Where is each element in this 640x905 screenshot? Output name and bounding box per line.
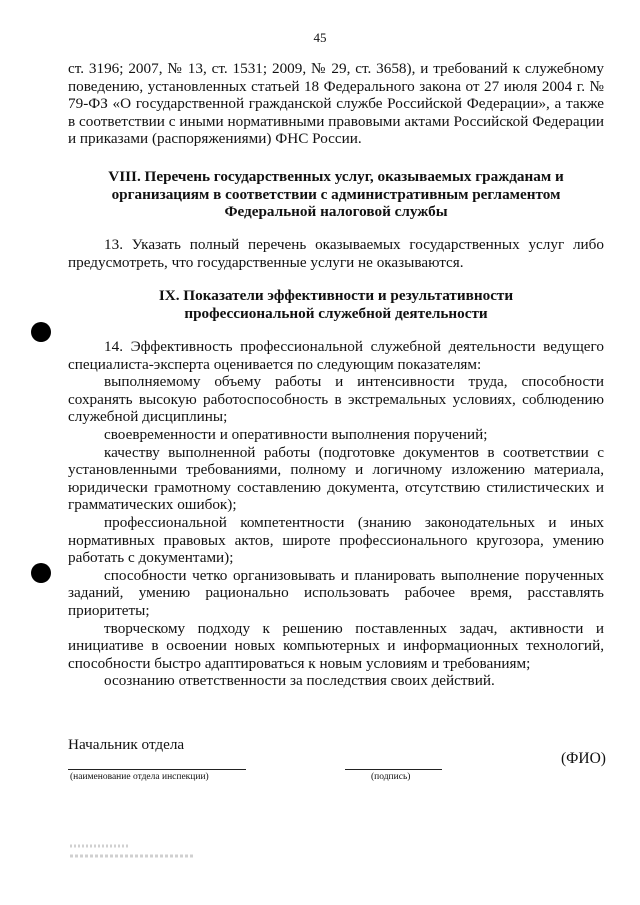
section-8-heading: [68, 168, 604, 221]
section-8-heading-line: Федеральной налоговой службы: [224, 203, 448, 221]
signature-title: Начальник отдела: [68, 736, 185, 753]
indicator-item: своевременности и оперативности выполнения поручений;: [104, 425, 488, 443]
section-9-heading-line: IX. Показатели эффективности и результативности: [158, 287, 514, 304]
signature-caption: (подпись): [371, 772, 411, 782]
indicator-item: осознанию ответственности за последствия своих действий.: [104, 672, 495, 690]
intro-paragraph: ст. 3196; 2007, № 13, ст. 1531; 2009, № 29, ст. 3658), и требований к служебному поведению, установленных статьей 18 Федерального закона от 27 июля 2004 г. № 79-ФЗ «О государственной гражданской службе Российской Федерации», а также в соответствии с иными нормативными правовыми актами Российской Федерации и приказами (распоряжениями) ФНС России.: [68, 60, 604, 148]
indicator-item: качеству выполненной работы (подготовке документов в соответствии с установленными требованиями, полному и логичному изложению материала, юридически грамотному составлению документа, отсутствию стилистических и грамматических ошибок);: [68, 443, 604, 514]
paragraph-14: 14. Эффективность профессиональной служебной деятельности ведущего специалиста-эксперта оценивается по следующим показателям:: [68, 338, 604, 373]
section-9-body: [68, 338, 604, 690]
section-9-heading-line: профессиональной служебной деятельности: [184, 304, 488, 322]
indicator-item: творческому подходу к решению поставленных задач, активности и инициативе в освоении новых компьютерных и информационных технологий, способности быстро адаптироваться к новым условиям и требованиям;: [68, 619, 604, 672]
section-8-heading-line: организациям в соответствии с административным регламентом: [111, 185, 561, 203]
faint-stamp-mark: [70, 842, 200, 865]
indicator-item: выполняемому объему работы и интенсивности труда, способности сохранять высокую работоспособность в экстремальных условиях, соблюдению служебной дисциплины;: [68, 373, 604, 426]
section-9-heading: [68, 287, 604, 322]
indicator-item: профессиональной компетентности (знанию законодательных и иных нормативных правовых актов, широте профессионального кругозора, умению работать с документами);: [68, 513, 604, 567]
section-8-heading-line: VIII. Перечень государственных услуг, оказываемых гражданам и: [108, 168, 564, 185]
indicator-item: способности четко организовывать и планировать выполнение порученных заданий, умению рационально использовать рабочее время, расставлять приоритеты;: [68, 566, 604, 619]
section-8-body: [68, 236, 604, 271]
department-line: [68, 769, 246, 770]
page-number: 45: [313, 30, 327, 45]
paragraph-13: 13. Указать полный перечень оказываемых государственных услуг либо предусмотреть, что государственные услуги не оказываются.: [68, 236, 604, 271]
faint-stamp-graphic: [70, 842, 200, 862]
department-caption: (наименование отдела инспекции): [70, 772, 209, 782]
fio-label: (ФИО): [561, 750, 606, 767]
binder-hole-mark: [31, 322, 51, 342]
intro-paragraph-block: [68, 60, 604, 148]
signature-line: [345, 769, 442, 770]
binder-hole-mark: [31, 563, 51, 583]
